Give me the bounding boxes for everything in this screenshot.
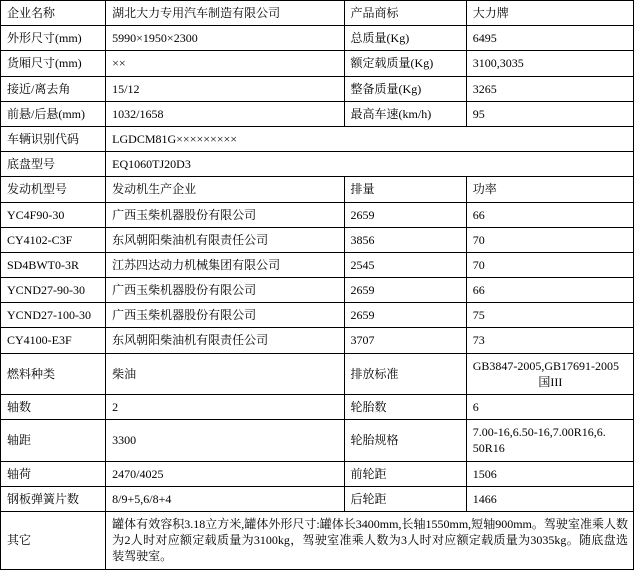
tire-count-value: 6 <box>466 395 633 420</box>
tire-spec-line-2: 50R16 <box>472 441 505 456</box>
engine-power: 66 <box>466 278 633 303</box>
max-speed-label: 最高车速(km/h) <box>344 101 466 126</box>
engine-displacement: 2545 <box>344 252 466 277</box>
engine-maker: 广西玉柴机器股份有限公司 <box>106 278 344 303</box>
tire-spec-line-1: 7.00-16,6.50-16,7.00R16,6. <box>472 425 606 440</box>
emission-standard-line-2: 国III <box>538 374 563 389</box>
axle-load-label: 轴荷 <box>1 461 106 486</box>
company-value: 湖北大力专用汽车制造有限公司 <box>106 1 344 26</box>
table-row <box>1 202 634 227</box>
other-label: 其它 <box>1 511 106 569</box>
rated-load-value: 3100,3035 <box>466 51 633 76</box>
curb-mass-value: 3265 <box>466 76 633 101</box>
chassis-model-label: 底盘型号 <box>1 152 106 177</box>
company-label: 企业名称 <box>1 1 106 26</box>
engine-maker: 江苏四达动力机械集团有限公司 <box>106 252 344 277</box>
engine-model: CY4100-E3F <box>1 328 106 353</box>
engine-power: 70 <box>466 252 633 277</box>
engine-maker: 东风朝阳柴油机有限责任公司 <box>106 227 344 252</box>
engine-model: YCND27-100-30 <box>1 303 106 328</box>
axle-load-value: 2470/4025 <box>106 461 344 486</box>
engine-displacement: 2659 <box>344 303 466 328</box>
cargo-dimensions-label: 货厢尺寸(mm) <box>1 51 106 76</box>
table-row <box>1 51 634 76</box>
engine-power: 70 <box>466 227 633 252</box>
table-row <box>1 395 634 420</box>
leaf-spring-label: 钢板弹簧片数 <box>1 486 106 511</box>
table-row <box>1 511 634 569</box>
fuel-type-value: 柴油 <box>106 353 344 394</box>
engine-displacement: 2659 <box>344 202 466 227</box>
engine-maker: 东风朝阳柴油机有限责任公司 <box>106 328 344 353</box>
table-row <box>1 26 634 51</box>
rear-track-label: 后轮距 <box>344 486 466 511</box>
engine-displacement: 2659 <box>344 278 466 303</box>
tire-spec-value <box>466 420 633 461</box>
emission-standard-value <box>466 353 633 394</box>
engine-power: 66 <box>466 202 633 227</box>
front-track-value: 1506 <box>466 461 633 486</box>
engine-model-header: 发动机型号 <box>1 177 106 202</box>
dimensions-value: 5990×1950×2300 <box>106 26 344 51</box>
gross-mass-label: 总质量(Kg) <box>344 26 466 51</box>
table-row <box>1 101 634 126</box>
table-row <box>1 328 634 353</box>
fuel-type-label: 燃料种类 <box>1 353 106 394</box>
engine-maker: 广西玉柴机器股份有限公司 <box>106 303 344 328</box>
emission-standard-label: 排放标准 <box>344 353 466 394</box>
curb-mass-label: 整备质量(Kg) <box>344 76 466 101</box>
engine-power: 75 <box>466 303 633 328</box>
brand-label: 产品商标 <box>344 1 466 26</box>
overhang-value: 1032/1658 <box>106 101 344 126</box>
engine-maker-header: 发动机生产企业 <box>106 177 344 202</box>
cargo-dimensions-value: ×× <box>106 51 344 76</box>
engine-maker: 广西玉柴机器股份有限公司 <box>106 202 344 227</box>
overhang-label: 前悬/后悬(mm) <box>1 101 106 126</box>
table-row <box>1 76 634 101</box>
wheelbase-label: 轴距 <box>1 420 106 461</box>
axle-count-value: 2 <box>106 395 344 420</box>
brand-value: 大力牌 <box>466 1 633 26</box>
engine-model: SD4BWT0-3R <box>1 252 106 277</box>
table-row <box>1 461 634 486</box>
displacement-header: 排量 <box>344 177 466 202</box>
table-row <box>1 420 634 461</box>
engine-displacement: 3856 <box>344 227 466 252</box>
engine-displacement: 3707 <box>344 328 466 353</box>
table-row <box>1 278 634 303</box>
engine-model: YC4F90-30 <box>1 202 106 227</box>
approach-departure-angle-value: 15/12 <box>106 76 344 101</box>
table-row <box>1 227 634 252</box>
rated-load-label: 额定载质量(Kg) <box>344 51 466 76</box>
table-row <box>1 252 634 277</box>
vin-label: 车辆识别代码 <box>1 126 106 151</box>
engine-model: CY4102-C3F <box>1 227 106 252</box>
engine-model: YCND27-90-30 <box>1 278 106 303</box>
power-header: 功率 <box>466 177 633 202</box>
wheelbase-value: 3300 <box>106 420 344 461</box>
tire-spec-label: 轮胎规格 <box>344 420 466 461</box>
approach-departure-angle-label: 接近/离去角 <box>1 76 106 101</box>
table-row-header <box>1 177 634 202</box>
table-row <box>1 1 634 26</box>
table-row <box>1 303 634 328</box>
other-value: 罐体有效容积3.18立方米,罐体外形尺寸:罐体长3400mm,长轴1550mm,短轴900mm。驾驶室准乘人数为2人时对应额定载质量为3100kg，驾驶室准乘人数为3人时对应额定载质量为3035kg。随底盘选装驾驶室。 <box>106 511 634 569</box>
engine-power: 73 <box>466 328 633 353</box>
table-row <box>1 152 634 177</box>
table-row <box>1 486 634 511</box>
axle-count-label: 轴数 <box>1 395 106 420</box>
gross-mass-value: 6495 <box>466 26 633 51</box>
dimensions-label: 外形尺寸(mm) <box>1 26 106 51</box>
rear-track-value: 1466 <box>466 486 633 511</box>
front-track-label: 前轮距 <box>344 461 466 486</box>
chassis-model-value: EQ1060TJ20D3 <box>106 152 634 177</box>
vin-value: LGDCM81G××××××××× <box>106 126 634 151</box>
max-speed-value: 95 <box>466 101 633 126</box>
table-row <box>1 126 634 151</box>
tire-count-label: 轮胎数 <box>344 395 466 420</box>
leaf-spring-value: 8/9+5,6/8+4 <box>106 486 344 511</box>
table-row <box>1 353 634 394</box>
emission-standard-line-1: GB3847-2005,GB17691-2005 <box>472 358 620 373</box>
